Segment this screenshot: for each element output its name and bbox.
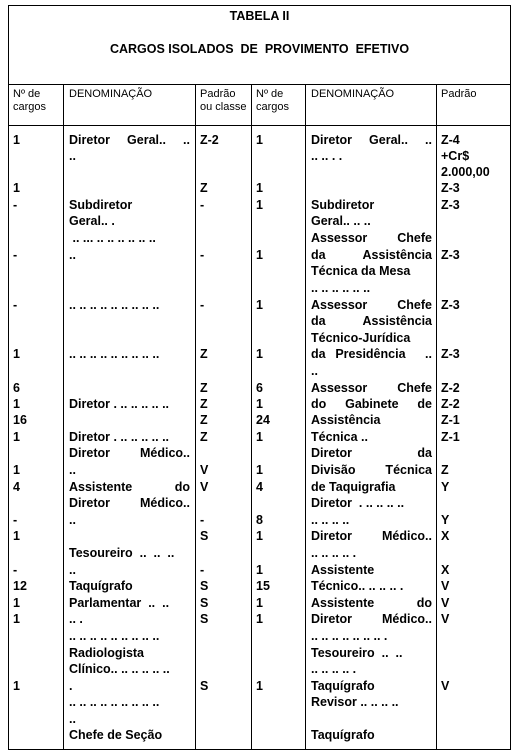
table-cell: S (200, 612, 209, 626)
table-cell: Diretor da (311, 446, 432, 460)
table-cell: 1 (13, 430, 20, 444)
table-cell: Assistente do (69, 480, 190, 494)
header-padrao-classe: Padrão ou classe (200, 88, 247, 113)
table-cell: Diretor . .. .. .. .. .. (69, 397, 170, 411)
column-divider (63, 84, 64, 750)
table-cell: de Taquigrafia (311, 480, 396, 494)
table-cell: S (200, 679, 209, 693)
table-cell: .. (69, 149, 76, 163)
table-cell: .. (69, 248, 76, 262)
table-cell: .. .. .. .. . (311, 662, 357, 676)
table-cell: Z (200, 181, 208, 195)
table-cell: 4 (13, 480, 20, 494)
table-cell: 1 (13, 347, 20, 361)
table-cell: 1 (256, 397, 263, 411)
table-cell: 6 (13, 381, 20, 395)
table-cell: Clínico.. .. .. .. .. .. (69, 662, 170, 676)
table-cell: V (200, 463, 209, 477)
column-divider (195, 84, 196, 750)
table-cell: Diretor . .. .. .. .. .. (69, 430, 170, 444)
table-cell: .. .. .. .. .. .. .. .. .. (69, 629, 160, 643)
table-cell: .. (69, 463, 76, 477)
table-cell: Assistente do (311, 596, 432, 610)
table-cell: 1 (256, 563, 263, 577)
table-cell: +Cr$ (441, 149, 470, 163)
column-divider (305, 84, 306, 750)
table-cell: 8 (256, 513, 263, 527)
table-cell: - (13, 248, 18, 262)
table-cell: Radiologista (69, 646, 145, 660)
table-cell: Z (441, 463, 449, 477)
table-title: TABELA II (229, 9, 290, 23)
table-cell: X (441, 563, 450, 577)
table-cell: Diretor Geral.. .. (311, 133, 432, 147)
table-cell: Z-4 (441, 133, 460, 147)
table-cell: Técnica da Mesa (311, 264, 411, 278)
table-cell: Subdiretor (311, 198, 375, 212)
table-cell: da Assistência (311, 314, 432, 328)
table-cell: 1 (256, 529, 263, 543)
table-cell: Z (200, 430, 208, 444)
header-n-cargos: Nº de cargos (256, 88, 290, 113)
table-cell: .. (311, 364, 318, 378)
table-cell: 1 (13, 181, 20, 195)
table-cell: .. .. .. .. .. .. .. . (311, 629, 388, 643)
table-cell: 1 (256, 133, 263, 147)
table-cell: V (200, 480, 209, 494)
table-cell: - (200, 298, 205, 312)
table-cell: 1 (13, 397, 20, 411)
table-cell: Z-3 (441, 181, 460, 195)
table-cell: 1 (256, 596, 263, 610)
table-cell: .. (69, 513, 76, 527)
table-cell: .. . (69, 612, 83, 626)
table-cell: - (200, 513, 205, 527)
table-cell: Assessor Chefe (311, 381, 432, 395)
table-cell: .. .. .. .. .. .. (311, 281, 371, 295)
table-cell: - (200, 563, 205, 577)
table-cell: V (441, 679, 450, 693)
table-cell: Chefe de Seção (69, 728, 163, 742)
table-cell: S (200, 596, 209, 610)
table-cell: 2.000,00 (441, 165, 490, 179)
header-denominacao: DENOMINAÇÃO (69, 88, 153, 100)
table-cell: Z-2 (200, 133, 219, 147)
table-cell: 16 (13, 413, 27, 427)
table-cell: Tesoureiro .. .. .. (69, 546, 175, 560)
table-cell: Z (200, 413, 208, 427)
table-cell: Divisão Técnica (311, 463, 432, 477)
table-cell: da Presidência .. (311, 347, 432, 361)
table-cell: 1 (13, 596, 20, 610)
table-cell: V (441, 612, 450, 626)
table-cell: Assessor Chefe (311, 231, 432, 245)
table-cell: .. (69, 563, 76, 577)
table-cell: Diretor Médico.. (311, 529, 432, 543)
table-cell: 1 (13, 463, 20, 477)
table-cell: .. ... .. .. .. .. .. .. (69, 231, 156, 245)
table-cell: Geral.. .. .. (311, 214, 371, 228)
table-cell: 1 (13, 679, 20, 693)
table-cell: X (441, 529, 450, 543)
table-cell: Z (200, 397, 208, 411)
table-cell: 1 (256, 198, 263, 212)
table-cell: .. .. .. .. . (311, 546, 357, 560)
table-cell: S (200, 529, 209, 543)
table-cell: Assessor Chefe (311, 298, 432, 312)
table-cell: da Assistência (311, 248, 432, 262)
table-cell: Técnico-Jurídica (311, 331, 411, 345)
table-cell: Técnica .. (311, 430, 368, 444)
table-cell: Diretor . .. .. .. .. (311, 496, 405, 510)
table-cell: 1 (13, 612, 20, 626)
table-cell: 1 (256, 430, 263, 444)
table-cell: V (441, 596, 450, 610)
table-cell: 15 (256, 579, 270, 593)
table-cell: - (13, 298, 18, 312)
table-cell: Y (441, 513, 450, 527)
table-subtitle: CARGOS ISOLADOS DE PROVIMENTO EFETIVO (109, 42, 410, 56)
table-cell: Z (200, 381, 208, 395)
table-cell: 1 (256, 181, 263, 195)
table-cell: - (13, 198, 18, 212)
table-cell: .. .. .. .. .. .. .. .. .. (69, 298, 160, 312)
table-cell: .. .. .. .. .. .. .. .. .. (69, 347, 160, 361)
header-n-cargos: Nº de cargos (13, 88, 47, 113)
table-cell: .. .. . . (311, 149, 343, 163)
table-cell: - (13, 513, 18, 527)
table-cell: 1 (256, 248, 263, 262)
table-cell: do Gabinete de (311, 397, 432, 411)
table-cell: Taquígrafo (311, 728, 375, 742)
table-cell: Diretor Geral.. .. (69, 133, 190, 147)
table-cell: 4 (256, 480, 263, 494)
table-cell: S (200, 579, 209, 593)
header-padrao: Padrão (441, 88, 477, 100)
table-cell: Z (200, 347, 208, 361)
table-cell: Z-3 (441, 198, 460, 212)
column-divider (251, 84, 252, 750)
header-denominacao: DENOMINAÇÃO (311, 88, 395, 100)
table-cell: 1 (256, 679, 263, 693)
table-cell: 1 (256, 347, 263, 361)
table-cell: Assistência (311, 413, 381, 427)
table-cell: 1 (13, 133, 20, 147)
table-cell: Taquígrafo (69, 579, 133, 593)
table-cell: 1 (256, 298, 263, 312)
table-cell: Taquígrafo (311, 679, 375, 693)
table-cell: Revisor .. .. .. .. (311, 695, 399, 709)
table-cell: 1 (256, 463, 263, 477)
table-cell: . (69, 679, 73, 693)
table-cell: 12 (13, 579, 27, 593)
table-cell: 6 (256, 381, 263, 395)
table-cell: Z-2 (441, 381, 460, 395)
table-cell: - (13, 563, 18, 577)
table-cell: .. .. .. .. (311, 513, 350, 527)
table-cell: 1 (13, 529, 20, 543)
table-cell: Z-3 (441, 347, 460, 361)
table-cell: Subdiretor (69, 198, 133, 212)
table-cell: .. (69, 712, 76, 726)
table-cell: Diretor Médico.. (69, 496, 190, 510)
table-cell: V (441, 579, 450, 593)
table-cell: Diretor Médico.. (69, 446, 190, 460)
table-cell: Técnico.. .. .. .. . (311, 579, 404, 593)
table-cell: Geral.. . (69, 214, 115, 228)
table-cell: Diretor Médico.. (311, 612, 432, 626)
table-cell: Assistente (311, 563, 375, 577)
table-cell: Z-1 (441, 430, 460, 444)
table-cell: Tesoureiro .. .. (311, 646, 403, 660)
table-cell: Z-2 (441, 397, 460, 411)
table-cell: Z-3 (441, 248, 460, 262)
column-divider (436, 84, 437, 750)
table-cell: Parlamentar .. .. (69, 596, 170, 610)
table-cell: 1 (256, 612, 263, 626)
table-cell: Z-1 (441, 413, 460, 427)
table-cell: Z-3 (441, 298, 460, 312)
table-cell: 24 (256, 413, 270, 427)
table-cell: - (200, 198, 205, 212)
table-cell: - (200, 248, 205, 262)
table-cell: .. .. .. .. .. .. .. .. .. (69, 695, 160, 709)
table-cell: Y (441, 480, 450, 494)
